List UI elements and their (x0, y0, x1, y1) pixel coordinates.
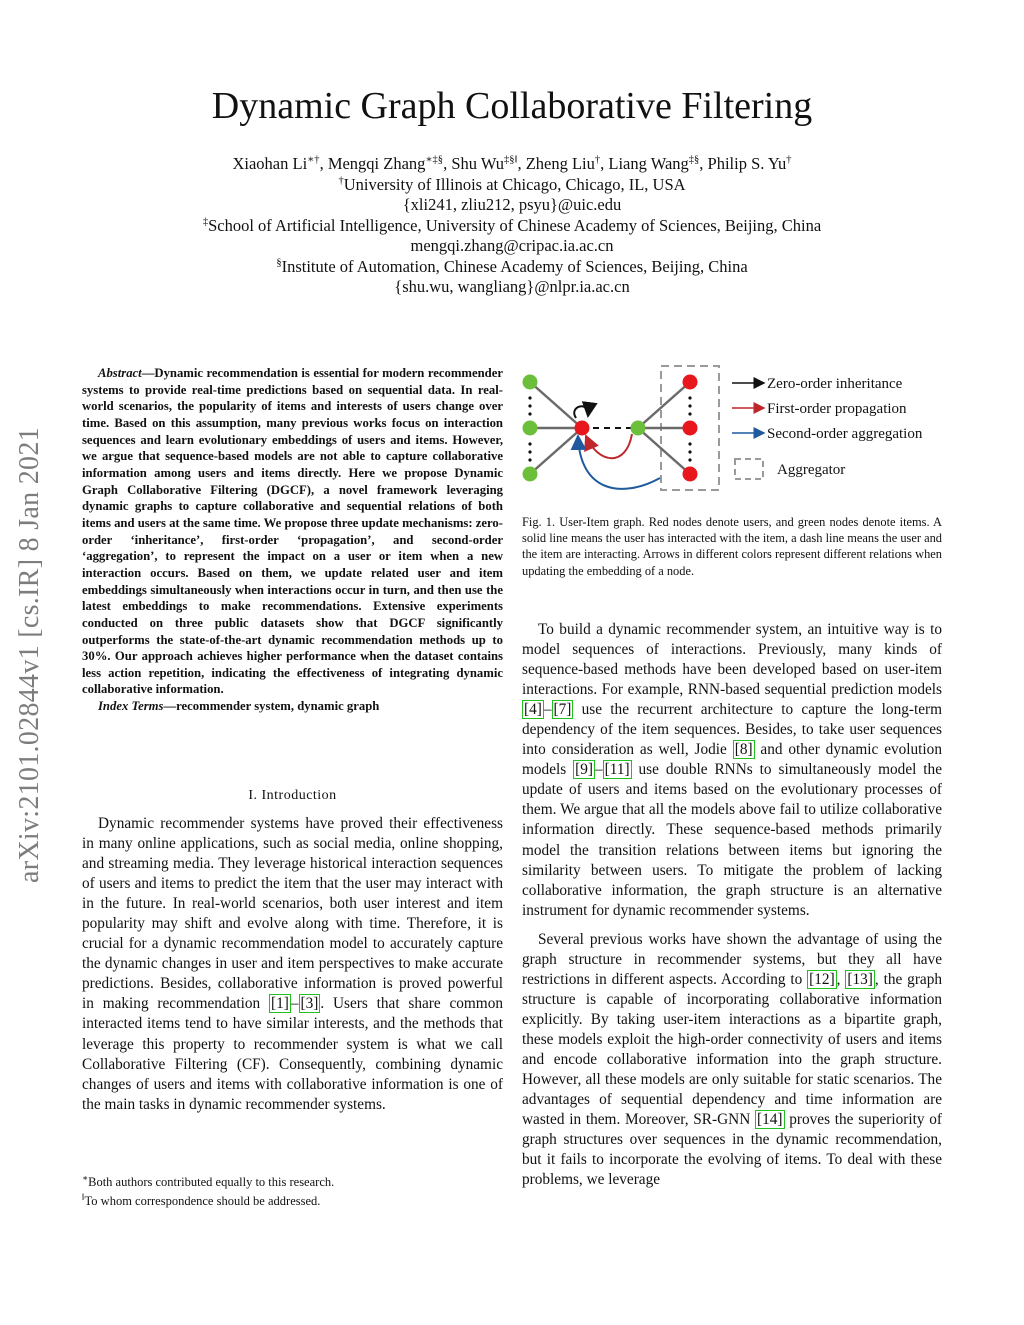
email-1: {xli241, zliu212, psyu}@uic.edu (402, 195, 622, 214)
index-terms-text: —recommender system, dynamic graph (163, 699, 380, 714)
abstract-label: Abstract (98, 366, 142, 380)
paragraph: To build a dynamic recommender system, an intuitive way is to model sequences of interactions. Previously, many kinds of sequence-based methods have been developed based on user-item interactions. For example, RNN-based sequential prediction models [4] – [7] use the recurrent architecture to capture the long-term dependency of the item sequences. Besides, to take user sequences into consideration as well, Jodie [8] and other dynamic evolution models [9] – [11] use double RNNs to simultaneously model the update of users and items based on the evolutionary processes of them. We argue that all the models above fail to utilize collaborative information directly. These sequence-based methods primarily model the transition relations between items but ignoring the similarity between users. To mitigate the problem of lacking collaborative information, the graph structure is an alternative instrument for dynamic recommender systems. (522, 621, 942, 919)
abstract-text: —Dynamic recommendation is essential for modern recommender systems to provide real-time predictions based on sequential data. In real-world scenarios, the popularity of items and interests of users change over time. Based on this assumption, many previous works focus on interaction sequences and learn evolutionary embeddings of users and items. However, we argue that sequence-based models are not able to capture collaborative information among users and items directly. Here we propose Dynamic Graph Collaborative Filtering (DGCF), a novel framework leveraging dynamic graphs to capture collaborative and sequential relations of both items and users at the same time. We propose three update mechanisms: zero-order ‘inheritance’, first-order ‘propagation’, and second-order ‘aggregation’, to represent the impact on a user or item when a new interaction occurs. Based on them, we update related user and item embeddings simultaneously when interactions occur in turn, and then use the latest embeddings to make recommendations. Extensive experiments conducted on three public datasets show that DGCF significantly outperforms the state-of-the-art dynamic recommendation methods up to 30%. Our approach achieves higher performance when the dataset contains less action repetition, indicating the effectiveness of integrating dynamic collaborative information. (82, 366, 503, 697)
right-column-body (522, 620, 942, 1190)
legend-aggregator-label: Aggregator (777, 462, 846, 478)
zero-order-self-loop (574, 406, 588, 418)
section-heading-introduction: I. Introduction (248, 788, 337, 803)
citation-link[interactable]: [14] (757, 1111, 783, 1129)
item-node (523, 467, 538, 482)
footnotes (82, 1171, 503, 1209)
legend-aggregator-box (735, 459, 763, 479)
figure-caption: Fig. 1. User-Item graph. Red nodes denote users, and green nodes denote items. A solid line means the user has interacted with the item, a dash line means the user and the item are interacting. Arrows in different colors represent different relations when updating the embedding of a node. (522, 515, 942, 578)
email-2: mengqi.zhang@cripac.ia.ac.cn (410, 236, 614, 255)
user-node (683, 467, 698, 482)
item-node (523, 375, 538, 390)
citation-link[interactable]: [1] (271, 995, 289, 1013)
arxiv-sidebar (8, 375, 52, 935)
user-node (683, 375, 698, 390)
citation-link[interactable]: [9] (575, 761, 593, 779)
user-node (683, 421, 698, 436)
footnote-2: ‖To whom correspondence should be addressed. (82, 1192, 321, 1209)
legend-zero-label: Zero-order inheritance (767, 376, 903, 392)
abstract (82, 365, 503, 715)
citation-link[interactable]: [12] (809, 970, 835, 988)
first-order-arrow (586, 434, 632, 458)
user-item-graph-figure (514, 360, 944, 500)
citation-link[interactable]: [3] (300, 995, 319, 1013)
affiliation-2: ‡School of Artificial Intelligence, University of Chinese Academy of Sciences, Beijing, China (202, 215, 822, 235)
user-node (575, 421, 590, 436)
citation-link[interactable]: [13] (847, 970, 873, 988)
footnote-1: ∗Both authors contributed equally to this research. (82, 1173, 335, 1190)
citation-link[interactable]: [4] (524, 701, 542, 719)
item-node (523, 421, 538, 436)
legend-second-label: Second-order aggregation (767, 426, 923, 442)
author-block (0, 154, 1024, 298)
paragraph: Several previous works have shown the advantage of using the graph structure in recommender systems, but they all have restrictions in different aspects. According to [12] , [13] , the graph structure is capable of incorporating collaborative information explicitly. By taking user-item interactions as a bipartite graph, these models exploit the high-order connectivity of users and items and encode collaborative information into the graph structure. However, all these models are only suitable for static scenarios. The advantages of sequential dependency and time information are wasted in them. Moreover, SR-GNN [14] proves the superiority of graph structures over sequences in the dynamic recommendation, but it fails to incorporate the evolving of items. To deal with these problems, we leverage (522, 930, 942, 1189)
author-list: Xiaohan Li∗†, Mengqi Zhang∗‡§, Shu Wu‡§‖, Zheng Liu†, Liang Wang‡§, Philip S. Yu† (232, 154, 792, 173)
paragraph: Dynamic recommender systems have proved their effectiveness in many online applications, such as social media, online shopping, and streaming media. They leverage historical interaction sequences of users and items to predict the item that the user may interact with in the future. In real-world scenarios, both user interest and item popularity may shift and evolve along with time. Therefore, it is crucial for a dynamic recommendation model to accurately capture the dynamic changes in user and item perspectives to make accurate predictions. Besides, collaborative information is proved powerful in making recommendation [1] – [3] . Users that share common interacted items tend to have similar interests, and the methods that leverage this property to recommender system is what we call Collaborative Filtering (CF). Consequently, combining dynamic changes of users and items with collaborative information is one of the main tasks in dynamic recommender systems. (82, 815, 504, 1113)
introduction-body (82, 814, 503, 1115)
citation-link[interactable]: [7] (553, 701, 572, 719)
paper-title: Dynamic Graph Collaborative Filtering (211, 85, 813, 127)
legend-first-label: First-order propagation (767, 401, 907, 417)
affiliation-1: †University of Illinois at Chicago, Chicago, IL, USA (338, 174, 686, 194)
arxiv-identifier: arXiv:2101.02844v1 [cs.IR] 8 Jan 2021 (14, 427, 45, 883)
item-node (631, 421, 646, 436)
affiliation-3: §Institute of Automation, Chinese Academy of Sciences, Beijing, China (276, 256, 748, 276)
email-3: {shu.wu, wangliang}@nlpr.ia.ac.cn (394, 277, 630, 296)
citation-link[interactable]: [11] (604, 761, 630, 779)
citation-link[interactable]: [8] (734, 741, 753, 759)
index-terms-label: Index Terms (98, 699, 164, 714)
